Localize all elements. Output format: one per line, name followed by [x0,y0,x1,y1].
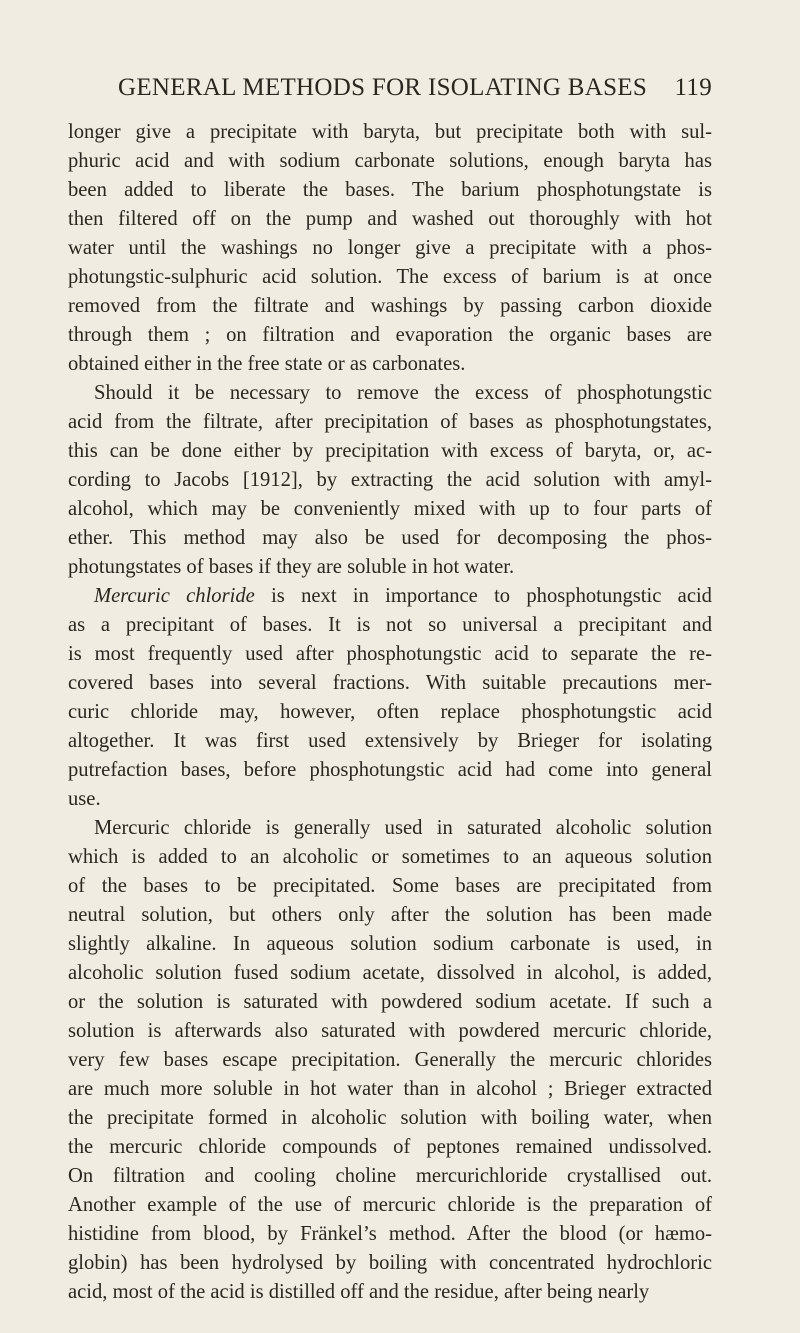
text-line [68,1046,712,1075]
text-line [68,263,712,292]
text-line [68,872,712,901]
text-line [68,495,712,524]
text-line [68,843,712,872]
line-text: photungstates of bases if they are soluble in hot water. [68,556,515,578]
line-text: is next in importance to phosphotungstic acid [254,585,712,607]
line-text: longer give a precipitate with baryta, but precipitate both with sul- [68,121,712,143]
line-text: acid from the filtrate, after precipitation of bases as phosphotungstates, [68,411,712,433]
page-number: 119 [674,74,712,101]
text-line [68,176,712,205]
line-text: altogether. It was first used extensively by Brieger for isolating [68,730,712,752]
line-text: water until the washings no longer give a precipitate with a phos- [68,237,712,259]
line-text: acid, most of the acid is distilled off and the residue, after being nearly [68,1281,650,1303]
line-text: this can be done either by precipitation with excess of baryta, or, ac- [68,440,712,462]
line-text: are much more soluble in hot water than in alcohol ; Brieger extracted [68,1078,712,1100]
text-line [68,553,712,582]
line-text: On filtration and cooling choline mercurichloride crystallised out. [68,1165,712,1187]
line-text: then filtered off on the pump and washed out thoroughly with hot [68,208,712,230]
line-text: Another example of the use of mercuric chloride is the preparation of [68,1194,712,1216]
text-line [68,756,712,785]
line-text: putrefaction bases, before phosphotungstic acid had come into general [68,759,712,781]
text-line [68,1075,712,1104]
text-line [68,1162,712,1191]
text-line [68,640,712,669]
body-text [68,118,712,1307]
text-line [68,321,712,350]
text-line [68,930,712,959]
text-line [68,350,712,379]
text-line [68,1017,712,1046]
line-text: which is added to an alcoholic or sometimes to an aqueous solution [68,846,712,868]
text-line [68,234,712,263]
line-text: slightly alkaline. In aqueous solution sodium carbonate is used, in [68,933,712,955]
text-line [68,437,712,466]
line-text: of the bases to be precipitated. Some bases are precipitated from [68,875,712,897]
text-line [68,814,712,843]
line-text: cording to Jacobs [1912], by extracting the acid solution with amyl- [68,469,712,491]
line-text: through them ; on filtration and evaporation the organic bases are [68,324,712,346]
text-line [68,118,712,147]
text-line [68,205,712,234]
text-line [68,1220,712,1249]
text-line [68,1191,712,1220]
text-line [68,408,712,437]
line-text: covered bases into several fractions. With suitable precautions mer- [68,672,712,694]
text-line [68,379,712,408]
line-text: removed from the filtrate and washings by passing carbon dioxide [68,295,712,317]
line-text: the precipitate formed in alcoholic solution with boiling water, when [68,1107,712,1129]
text-line [68,147,712,176]
running-head-title: GENERAL METHODS FOR ISOLATING BASES [118,74,648,101]
text-line [68,959,712,988]
text-line [68,727,712,756]
italic-term: Mercuric chloride [94,585,255,607]
line-text: phuric acid and with sodium carbonate solutions, enough baryta has [68,150,712,172]
line-text: histidine from blood, by Fränkel’s method. After the blood (or hæmo- [68,1223,712,1245]
text-line [68,1104,712,1133]
line-text: the mercuric chloride compounds of peptones remained undissolved. [68,1136,712,1158]
text-line [68,785,712,814]
line-text: ether. This method may also be used for decomposing the phos- [68,527,712,549]
text-line [68,582,712,611]
text-line [68,1278,712,1307]
line-text: obtained either in the free state or as carbonates. [68,353,466,375]
text-line [68,611,712,640]
line-text: curic chloride may, however, often replace phosphotungstic acid [68,701,712,723]
line-text: alcohol, which may be conveniently mixed with up to four parts of [68,498,712,520]
text-line [68,698,712,727]
text-line [68,1249,712,1278]
text-line [68,466,712,495]
line-text: very few bases escape precipitation. Generally the mercuric chlorides [68,1049,712,1071]
running-head [118,74,712,106]
line-text: use. [68,788,101,810]
line-text: Mercuric chloride is generally used in saturated alcoholic solution [94,817,712,839]
text-line [68,1133,712,1162]
line-text: been added to liberate the bases. The barium phosphotungstate is [68,179,712,201]
line-text: is most frequently used after phosphotungstic acid to separate the re- [68,643,712,665]
line-text: alcoholic solution fused sodium acetate, dissolved in alcohol, is added, [68,962,712,984]
text-line [68,524,712,553]
line-text: photungstic-sulphuric acid solution. The excess of barium is at once [68,266,712,288]
line-text: or the solution is saturated with powdered sodium acetate. If such a [68,991,712,1013]
text-line [68,292,712,321]
text-line [68,988,712,1017]
line-text: as a precipitant of bases. It is not so universal a precipitant and [68,614,712,636]
text-line [68,901,712,930]
line-text: globin) has been hydrolysed by boiling with concentrated hydrochloric [68,1252,712,1274]
line-text: solution is afterwards also saturated with powdered mercuric chloride, [68,1020,712,1042]
line-text: neutral solution, but others only after the solution has been made [68,904,712,926]
text-line [68,669,712,698]
line-text: Should it be necessary to remove the excess of phosphotungstic [94,382,712,404]
